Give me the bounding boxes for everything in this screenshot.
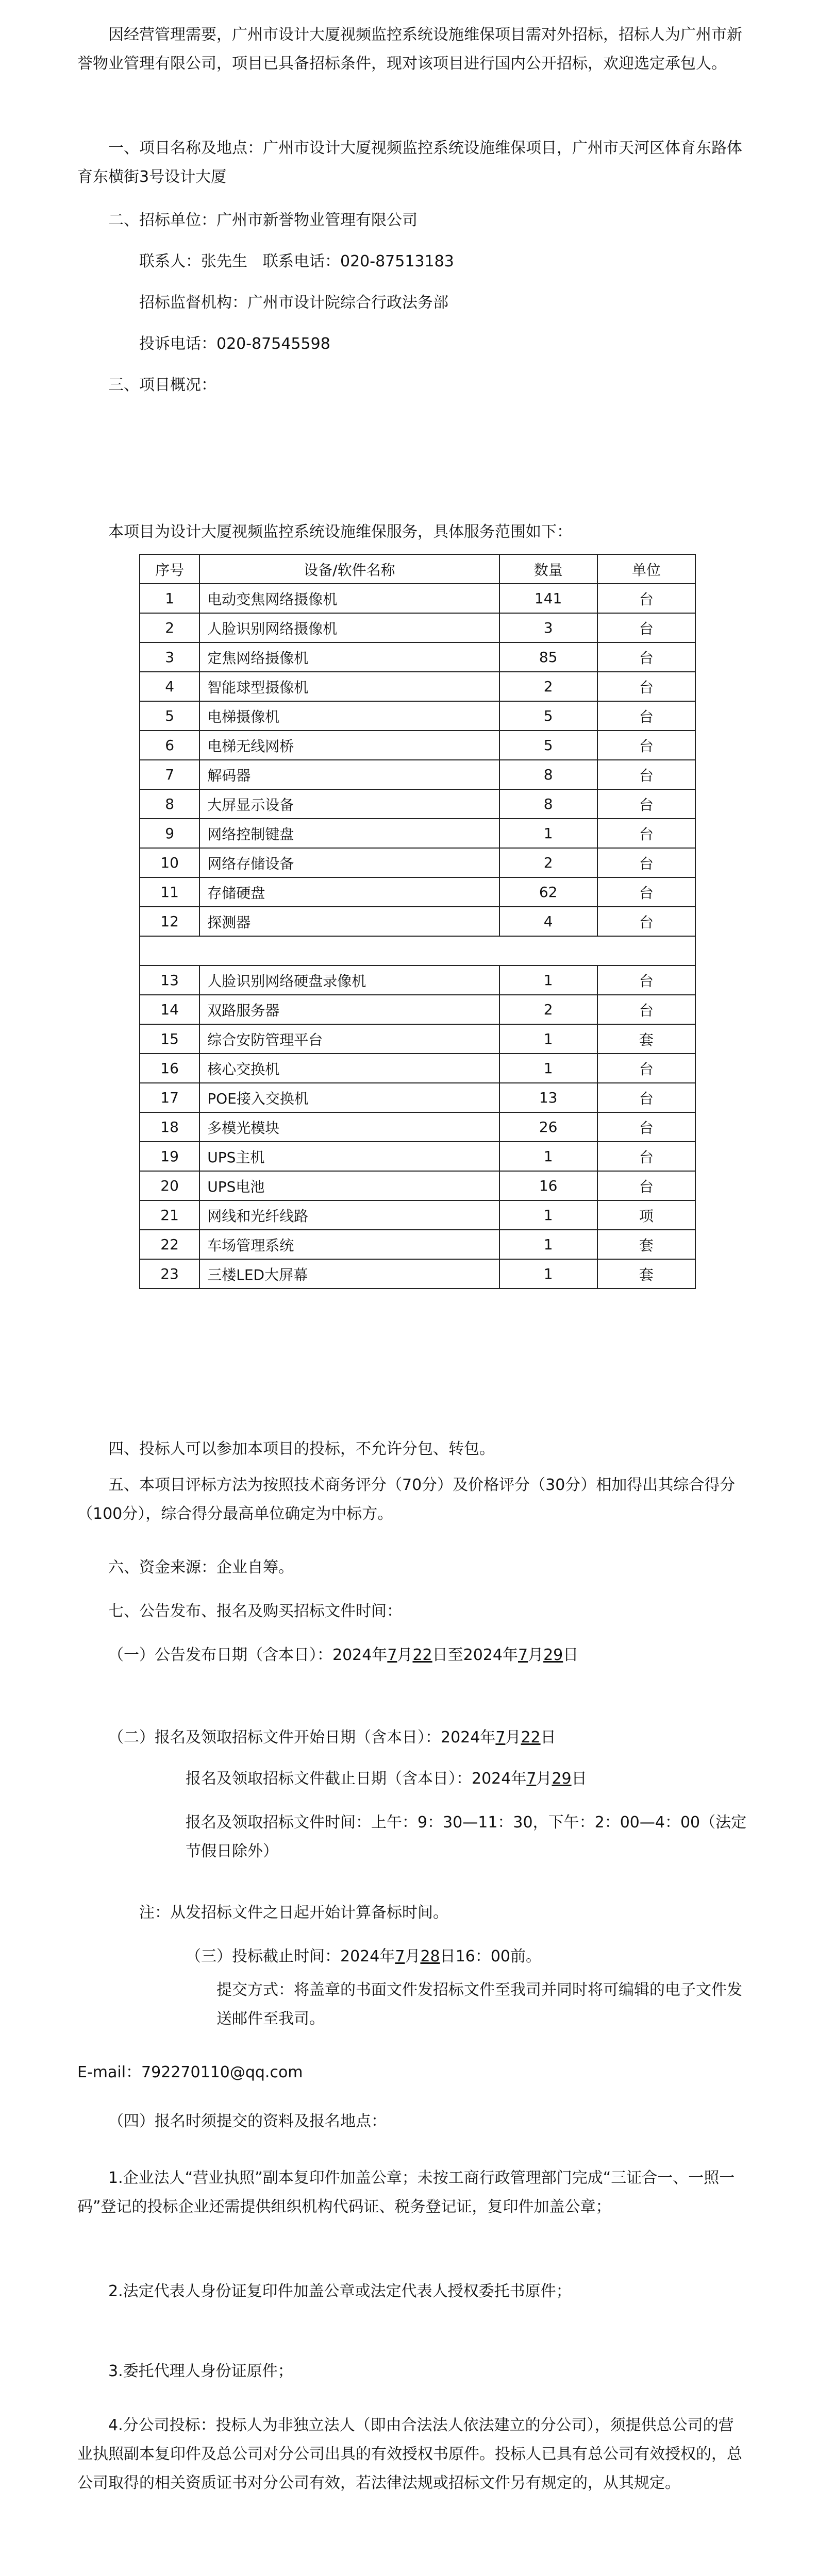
cell-no: 11 (140, 877, 199, 907)
cell-no: 23 (140, 1259, 199, 1289)
cell-name: 双路服务器 (199, 995, 499, 1024)
day-char: 日 (540, 1728, 556, 1747)
deadline-line (186, 1942, 747, 1971)
cell-no: 10 (140, 848, 199, 877)
cell-qty: 1 (499, 1259, 597, 1289)
complaint-line: 投诉电话：020-87545598 (139, 335, 330, 353)
cell-name: 车场管理系统 (199, 1230, 499, 1259)
cell-unit: 台 (597, 965, 695, 995)
cell-name: 智能球型摄像机 (199, 672, 499, 701)
table-row (140, 1112, 695, 1142)
registration-end-line (186, 1765, 747, 1793)
table-row (140, 1054, 695, 1083)
table-row (140, 877, 695, 907)
notice-period-mid: 日至2024年 (432, 1646, 518, 1664)
cell-qty: 62 (499, 877, 597, 907)
cell-no: 1 (140, 584, 199, 613)
cell-qty: 2 (499, 672, 597, 701)
cell-name: 网络控制键盘 (199, 819, 499, 848)
table-row (140, 848, 695, 877)
requirement-3: 3.委托代理人身份证原件； (108, 2362, 293, 2380)
cell-unit: 台 (597, 819, 695, 848)
cell-unit: 套 (597, 1230, 695, 1259)
table-row (140, 1230, 695, 1259)
cell-name: 人脸识别网络硬盘录像机 (199, 965, 499, 995)
requirement-1: 1.企业法人“营业执照”副本复印件加盖公章；未按工商行政管理部门完成“三证合一、一照一码”登记的投标企业还需提供组织机构代码证、税务登记证，复印件加盖公章； (77, 2169, 735, 2216)
section-5: 五、本项目评标方法为按照技术商务评分（70分）及价格评分（30分）相加得出其综合得分（100分），综合得分最高单位确定为中标方。 (77, 1476, 736, 1523)
cell-name: 电梯无线网桥 (199, 731, 499, 760)
cell-no: 18 (140, 1112, 199, 1142)
supervisor-line: 招标监督机构：广州市设计院综合行政法务部 (139, 294, 448, 312)
cell-unit: 台 (597, 995, 695, 1024)
cell-no: 22 (140, 1230, 199, 1259)
cell-no: 15 (140, 1024, 199, 1054)
cell-qty: 3 (499, 613, 597, 642)
cell-qty: 5 (499, 731, 597, 760)
cell-qty: 2 (499, 995, 597, 1024)
registration-start-day: 22 (521, 1728, 541, 1747)
cell-name: 定焦网络摄像机 (199, 642, 499, 672)
notice-period-line (77, 1641, 747, 1670)
header-unit: 单位 (597, 554, 695, 584)
notice-start-month: 7 (387, 1646, 397, 1664)
table-header-row (140, 554, 695, 584)
cell-qty: 141 (499, 584, 597, 613)
header-qty: 数量 (499, 554, 597, 584)
cell-name: 网线和光纤线路 (199, 1200, 499, 1230)
registration-end-day: 29 (552, 1770, 572, 1788)
contact-line: 联系人：张先生 联系电话：020-87513183 (139, 252, 454, 270)
section-3-title: 三、项目概况： (108, 376, 216, 394)
requirement-4: 4.分公司投标：投标人为非独立法人（即由合法法人依法建立的分公司），须提供总公司的营业执照副本复印件及总公司对分公司出具的有效授权书原件。投标人已具有总公司有效授权的，总公司取得的相关资质证书对分公司有效，若法律法规或招标文件另有规定的，从其规定。 (77, 2416, 742, 2492)
cell-qty: 1 (499, 1230, 597, 1259)
month-char: 月 (397, 1646, 413, 1664)
cell-unit: 台 (597, 907, 695, 936)
cell-no: 5 (140, 701, 199, 731)
cell-unit: 套 (597, 1259, 695, 1289)
cell-name: UPS主机 (199, 1142, 499, 1171)
section-7-title: 七、公告发布、报名及购买招标文件时间： (108, 1602, 402, 1620)
cell-unit: 项 (597, 1200, 695, 1230)
cell-no: 2 (140, 613, 199, 642)
note-preparation-time: 注：从发招标文件之日起开始计算备标时间。 (139, 1904, 448, 1922)
cell-qty: 1 (499, 1054, 597, 1083)
registration-end-prefix: 报名及领取招标文件截止日期（含本日）：2024年 (186, 1770, 527, 1788)
cell-name: 大屏显示设备 (199, 789, 499, 819)
email-line: E-mail：792270110@qq.com (77, 2063, 303, 2081)
table-row (140, 965, 695, 995)
cell-name: 综合安防管理平台 (199, 1024, 499, 1054)
cell-qty: 2 (499, 848, 597, 877)
cell-no: 6 (140, 731, 199, 760)
deadline-day: 28 (420, 1947, 440, 1965)
cell-unit: 台 (597, 1112, 695, 1142)
registration-hours: 报名及领取招标文件时间：上午：9：30—11：30，下午：2：00—4：00（法定节假日除外） (186, 1814, 747, 1860)
table-page-break (140, 936, 695, 965)
cell-qty: 1 (499, 965, 597, 995)
cell-name: 人脸识别网络摄像机 (199, 613, 499, 642)
month-char: 月 (405, 1947, 421, 1965)
cell-unit: 台 (597, 789, 695, 819)
cell-unit: 台 (597, 642, 695, 672)
cell-qty: 1 (499, 1200, 597, 1230)
registration-start-line (77, 1723, 747, 1752)
section-2-tenderer: 二、招标单位：广州市新誉物业管理有限公司 (108, 211, 418, 229)
table-row (140, 1171, 695, 1200)
month-char: 月 (505, 1728, 521, 1747)
notice-end-day: 29 (543, 1646, 563, 1664)
cell-qty: 1 (499, 1024, 597, 1054)
table-row (140, 1259, 695, 1289)
table-row (140, 584, 695, 613)
cell-no: 4 (140, 672, 199, 701)
registration-start-month: 7 (495, 1728, 506, 1747)
section-6: 六、资金来源：企业自筹。 (108, 1558, 294, 1577)
cell-no: 12 (140, 907, 199, 936)
cell-unit: 台 (597, 1054, 695, 1083)
cell-unit: 台 (597, 760, 695, 789)
section-4b-title: （四）报名时须提交的资料及报名地点： (108, 2112, 387, 2130)
section-1-project: 一、项目名称及地点：广州市设计大厦视频监控系统设施维保项目，广州市天河区体育东路体育东横街3号设计大厦 (77, 139, 742, 186)
deadline-month: 7 (395, 1947, 405, 1965)
cell-no: 20 (140, 1171, 199, 1200)
deadline-prefix: （三）投标截止时间：2024年 (186, 1947, 395, 1965)
header-no: 序号 (140, 554, 199, 584)
registration-start-prefix: （二）报名及领取招标文件开始日期（含本日）：2024年 (108, 1728, 496, 1747)
requirement-2: 2.法定代表人身份证复印件加盖公章或法定代表人授权委托书原件； (108, 2282, 572, 2300)
notice-start-day: 22 (412, 1646, 432, 1664)
cell-name: 多模光模块 (199, 1112, 499, 1142)
cell-name: 核心交换机 (199, 1054, 499, 1083)
month-char: 月 (536, 1770, 552, 1788)
cell-name: UPS电池 (199, 1171, 499, 1200)
cell-no: 14 (140, 995, 199, 1024)
table-row (140, 819, 695, 848)
table-row (140, 613, 695, 642)
cell-no: 3 (140, 642, 199, 672)
cell-unit: 台 (597, 1171, 695, 1200)
cell-name: 探测器 (199, 907, 499, 936)
table-row (140, 789, 695, 819)
cell-no: 13 (140, 965, 199, 995)
cell-unit: 套 (597, 1024, 695, 1054)
header-name: 设备/软件名称 (199, 554, 499, 584)
cell-unit: 台 (597, 848, 695, 877)
cell-qty: 13 (499, 1083, 597, 1112)
cell-qty: 8 (499, 789, 597, 819)
table-row (140, 995, 695, 1024)
notice-period-prefix: （一）公告发布日期（含本日）：2024年 (108, 1646, 388, 1664)
cell-name: 电梯摄像机 (199, 701, 499, 731)
intro-paragraph: 因经营管理需要，广州市设计大厦视频监控系统设施维保项目需对外招标，招标人为广州市新誉物业管理有限公司，项目已具备招标条件，现对该项目进行国内公开招标，欢迎选定承包人。 (77, 26, 742, 73)
requirement-5 (77, 2571, 747, 2576)
day-char: 日 (563, 1646, 579, 1664)
cell-qty: 1 (499, 819, 597, 848)
cell-name: POE接入交换机 (199, 1083, 499, 1112)
cell-unit: 台 (597, 1083, 695, 1112)
cell-no: 9 (140, 819, 199, 848)
cell-name: 三楼LED大屏幕 (199, 1259, 499, 1289)
cell-unit: 台 (597, 672, 695, 701)
cell-unit: 台 (597, 613, 695, 642)
registration-end-month: 7 (526, 1770, 537, 1788)
section-3-desc: 本项目为设计大厦视频监控系统设施维保服务，具体服务范围如下： (108, 523, 572, 541)
table-row (140, 731, 695, 760)
cell-qty: 4 (499, 907, 597, 936)
table-row (140, 642, 695, 672)
table-row (140, 1024, 695, 1054)
cell-name: 存储硬盘 (199, 877, 499, 907)
table-row (140, 1200, 695, 1230)
table-row (140, 672, 695, 701)
cell-name: 网络存储设备 (199, 848, 499, 877)
cell-no: 8 (140, 789, 199, 819)
cell-no: 17 (140, 1083, 199, 1112)
section-4: 四、投标人可以参加本项目的投标，不允许分包、转包。 (108, 1440, 495, 1458)
cell-qty: 16 (499, 1171, 597, 1200)
cell-unit: 台 (597, 701, 695, 731)
day-char: 日 (571, 1770, 587, 1788)
cell-unit: 台 (597, 1142, 695, 1171)
table-row (140, 701, 695, 731)
cell-unit: 台 (597, 584, 695, 613)
cell-no: 19 (140, 1142, 199, 1171)
cell-unit: 台 (597, 877, 695, 907)
cell-no: 21 (140, 1200, 199, 1230)
equipment-table (139, 554, 696, 1289)
table-row (140, 1083, 695, 1112)
table-row (140, 760, 695, 789)
cell-no: 16 (140, 1054, 199, 1083)
table-row (140, 907, 695, 936)
cell-qty: 1 (499, 1142, 597, 1171)
cell-qty: 5 (499, 701, 597, 731)
notice-end-month: 7 (518, 1646, 528, 1664)
month-char: 月 (528, 1646, 544, 1664)
cell-name: 解码器 (199, 760, 499, 789)
cell-qty: 26 (499, 1112, 597, 1142)
cell-unit: 台 (597, 731, 695, 760)
table-row (140, 1142, 695, 1171)
cell-name: 电动变焦网络摄像机 (199, 584, 499, 613)
deadline-suffix: 日16：00前。 (440, 1947, 541, 1965)
cell-qty: 85 (499, 642, 597, 672)
cell-no: 7 (140, 760, 199, 789)
cell-qty: 8 (499, 760, 597, 789)
submission-method: 提交方式：将盖章的书面文件发招标文件至我司并同时将可编辑的电子文件发送邮件至我司。 (216, 1981, 742, 2028)
